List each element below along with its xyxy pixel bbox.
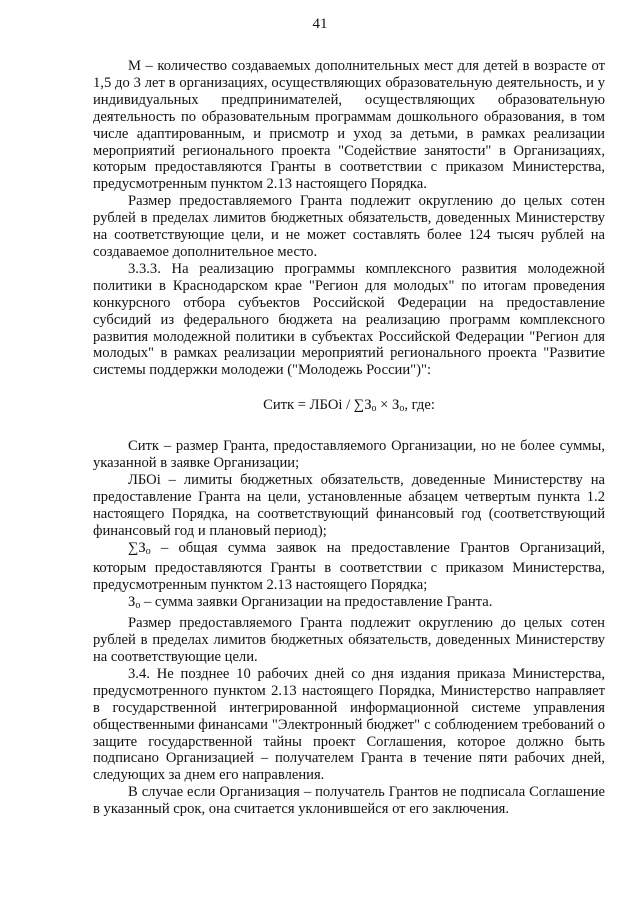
formula-subscript-1: о — [371, 403, 377, 415]
formula-mid: × З — [376, 397, 400, 414]
paragraph-3-4: 3.4. Не позднее 10 рабочих дней со дня издания приказа Министерства, предусмотренного пунктом 2.13 настоящего Порядка, Министерство направляет в государственной интегрированной информационной системе управления общественными финансами "Электронный бюджет" с соблюдением требований о защите государственной тайны проект Соглашения, которое должно быть подписано Организацией – получателем Гранта в течение пяти рабочих дней, следующих за днем его направления. — [93, 665, 605, 784]
page-number: 41 — [312, 16, 328, 32]
formula-subscript-2: о — [399, 403, 405, 415]
formula-rhs: , где: — [404, 397, 435, 414]
definition-sum-zo — [93, 540, 605, 595]
definition-zo-text: – сумма заявки Организации на предоставление Гранта. — [140, 594, 493, 611]
definition-sum-text: – общая сумма заявок на предоставление Грантов Организаций, которым предоставляются Гранты в соответствии с приказом Министерства, предусмотренным пунктом 2.13 настоящего Порядка; — [93, 539, 605, 594]
definition-sum-subscript: о — [145, 545, 151, 557]
definition-zo-subscript: о — [135, 600, 141, 612]
definition-sitk: Ситк – размер Гранта, предоставляемого Организации, но не более суммы, указанной в заявке Организации; — [93, 438, 605, 472]
formula — [93, 397, 605, 418]
paragraph-refusal: В случае если Организация – получатель Грантов не подписала Соглашение в указанный срок, она считается уклонившейся от его заключения. — [93, 784, 605, 818]
paragraph-3-3-3: 3.3.3. На реализацию программы комплексного развития молодежной политики в Краснодарском крае "Регион для молодых" по итогам проведения конкурсного отбора субъектов Российской Федерации на предоставление субсидий из федерального бюджета на реализацию программ комплексного развития молодежной политики в субъектах Российской Федерации "Регион для молодых" в рамках реализации мероприятий регионального проекта "Развитие системы поддержки молодежи ("Молодежь России")": — [93, 260, 605, 379]
paragraph-grant-rounding: Размер предоставляемого Гранта подлежит округлению до целых сотен рублей в пределах лимитов бюджетных обязательств, доведенных Министерству на соответствующие цели, и не может составлять более 124 тысяч рублей на создаваемое дополнительное место. — [93, 193, 605, 260]
definition-zo-symbol: З — [128, 594, 136, 611]
definition-sum-symbol: ∑З — [128, 539, 146, 556]
paragraph-grant-rounding-2: Размер предоставляемого Гранта подлежит округлению до целых сотен рублей в пределах лимитов бюджетных обязательств, доведенных Министерству на соответствующие цели. — [93, 615, 605, 665]
document-body — [93, 58, 605, 818]
formula-lhs: Ситк = ЛБОi / ∑З — [263, 397, 372, 414]
definition-zo — [93, 594, 605, 615]
paragraph-m-definition: М – количество создаваемых дополнительных мест для детей в возрасте от 1,5 до 3 лет в организациях, осуществляющих образовательную деятельность, и у индивидуальных предпринимателей, осуществляющих образовательную деятельность по образовательным программам дошкольного образования, в том числе адаптированным, и присмотр и уход за детьми, в рамках реализации мероприятий регионального проекта "Содействие занятости" в Организациях, которым предоставляются Гранты в соответствии с приказом Министерства, предусмотренным пунктом 2.13 настоящего Порядка. — [93, 58, 605, 193]
definition-lboi: ЛБОi – лимиты бюджетных обязательств, доведенные Министерству на предоставление Гранта на цели, установленные абзацем четвертым пункта 1.2 настоящего Порядка, на соответствующий финансовый год (соответствующий финансовый год и плановый период); — [93, 471, 605, 539]
